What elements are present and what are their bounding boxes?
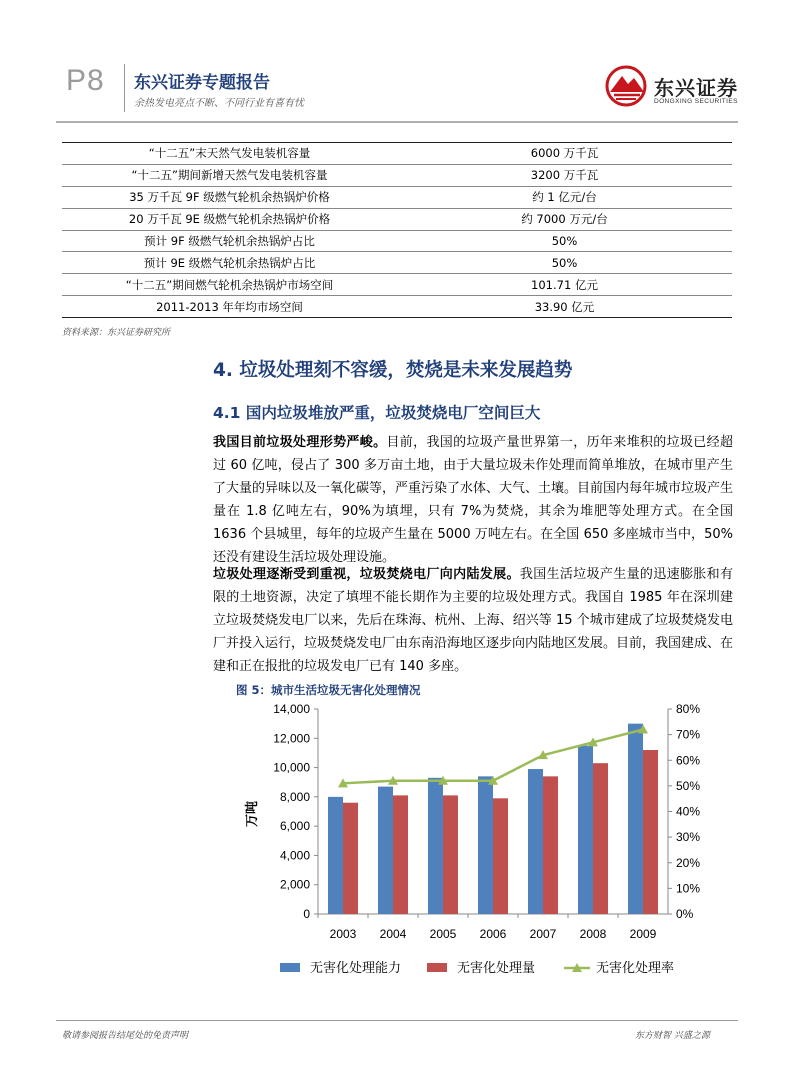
table-value-cell: 101.71 亿元	[397, 274, 732, 296]
company-logo	[604, 62, 740, 114]
x-tick-label: 2003	[329, 927, 357, 941]
header-divider	[124, 64, 125, 112]
y2-tick-label: 60%	[676, 753, 701, 768]
section-heading: 4. 垃圾处理刻不容缓，焚烧是未来发展趋势	[213, 360, 573, 381]
bar	[643, 750, 658, 914]
y2-tick-label: 40%	[676, 804, 701, 819]
legend-label: 无害化处理量	[457, 961, 536, 976]
paragraph-2	[213, 563, 733, 678]
paragraph-2-lead: 垃圾处理逐渐受到重视，垃圾焚烧电厂向内陆发展。	[213, 567, 520, 582]
y-tick-label: 0	[303, 907, 310, 921]
y-tick-label: 4,000	[279, 848, 310, 863]
report-subtitle: 余热发电亮点不断、不同行业有喜有忧	[134, 98, 304, 109]
table-row	[62, 296, 732, 318]
legend-label: 无害化处理率	[596, 961, 675, 976]
bar	[478, 776, 493, 914]
y2-tick-label: 20%	[676, 855, 701, 870]
table-source: 资料来源：东兴证券研究所	[62, 328, 171, 338]
table-value-cell: 6000 万千瓦	[397, 143, 732, 165]
table-item-cell: “十二五”期间燃气轮机余热锅炉市场空间	[62, 274, 397, 296]
x-tick-label: 2005	[429, 927, 457, 941]
paragraph-2-body: 我国生活垃圾产生量的迅速膨胀和有限的土地资源，决定了填埋不能长期作为主要的垃圾处理方式。我国自 1985 年在深圳建立垃圾焚烧发电厂以来，先后在珠海、杭州、上海、绍兴等 15 个城市建成了垃圾焚烧发电厂并投入运行，垃圾焚烧发电厂由东南沿海地区逐步向内陆地区发展。目前，我国建成、在建和正在报批的垃圾发电厂已有 140 多座。	[213, 567, 734, 675]
table-row	[62, 164, 732, 186]
table-value-cell: 33.90 亿元	[397, 296, 732, 318]
y-axis-label: 万吨	[245, 800, 260, 828]
table-row	[62, 143, 732, 165]
x-tick-label: 2009	[629, 927, 657, 941]
table-row	[62, 274, 732, 296]
bar	[593, 763, 608, 914]
y-tick-label: 12,000	[273, 731, 310, 746]
legend-swatch	[280, 963, 300, 972]
table-item-cell: “十二五”期间新增天然气发电装机容量	[62, 164, 397, 186]
y-tick-label: 6,000	[279, 819, 310, 834]
footer-disclaimer: 敬请参阅报告结尾处的免责声明	[62, 1031, 189, 1041]
table-row	[62, 230, 732, 252]
table-row	[62, 186, 732, 208]
y-tick-label: 14,000	[273, 702, 310, 716]
x-tick-label: 2006	[479, 927, 507, 941]
table-value-cell: 50%	[397, 252, 732, 274]
y2-tick-label: 70%	[676, 727, 701, 742]
bar	[493, 798, 508, 914]
bar	[428, 778, 443, 914]
table-item-cell: 预计 9F 级燃气轮机余热锅炉占比	[62, 230, 397, 252]
bar	[393, 795, 408, 914]
table-row	[62, 252, 732, 274]
table-value-cell: 3200 万千瓦	[397, 164, 732, 186]
y2-tick-label: 80%	[676, 702, 701, 716]
y2-tick-label: 10%	[676, 881, 701, 896]
y-tick-label: 10,000	[273, 760, 310, 775]
table-item-cell: “十二五”末天然气发电装机容量	[62, 143, 397, 165]
table-value-cell: 约 1 亿元/台	[397, 186, 732, 208]
y2-tick-label: 50%	[676, 778, 701, 793]
waste-treatment-chart	[236, 696, 716, 991]
bar	[443, 795, 458, 914]
table-item-cell: 预计 9E 级燃气轮机余热锅炉占比	[62, 252, 397, 274]
subsection-heading: 4.1 国内垃圾堆放严重，垃圾焚烧电厂空间巨大	[213, 404, 541, 422]
footer-slogan: 东方财智 兴盛之源	[635, 1031, 710, 1041]
table-item-cell: 35 万千瓦 9F 级燃气轮机余热锅炉价格	[62, 186, 397, 208]
x-tick-label: 2008	[579, 927, 607, 941]
header-rule	[56, 121, 738, 123]
y-tick-label: 8,000	[279, 789, 310, 804]
bar	[528, 769, 543, 914]
report-title: 东兴证券专题报告	[134, 73, 270, 93]
table-row	[62, 208, 732, 230]
table-item-cell: 20 万千瓦 9E 级燃气轮机余热锅炉价格	[62, 208, 397, 230]
page-header	[0, 0, 794, 120]
legend-label: 无害化处理能力	[310, 961, 402, 976]
x-tick-label: 2004	[379, 927, 407, 941]
y-tick-label: 2,000	[279, 877, 310, 892]
bar	[543, 776, 558, 914]
bar	[343, 803, 358, 914]
table-value-cell: 50%	[397, 230, 732, 252]
logo-cn-text: 东兴证券	[654, 76, 738, 100]
paragraph-1-body: 目前，我国的垃圾产量世界第一，历年来堆积的垃圾已经超过 60 亿吨，侵占了 300 多万亩土地，由于大量垃圾未作处理而简单堆放，在城市里产生了大量的异味以及一氧化碳等，严重污染了水体、大气、土壤。目前国内每年城市垃圾产生量在 1.8 亿吨左右，90%为填埋，只有 7%为焚烧，其余为堆肥等处理方式。在全国 1636 个县城里，每年的垃圾产生量在 5000 万吨左右。在全国 650 多座城市当中，50%还没有建设生活垃圾处理设施。	[213, 435, 734, 566]
y2-tick-label: 0%	[676, 907, 694, 921]
figure-title: 图 5：城市生活垃圾无害化处理情况	[236, 683, 421, 697]
logo-emblem-icon	[604, 62, 652, 110]
table-value-cell: 约 7000 万元/台	[397, 208, 732, 230]
x-tick-label: 2007	[529, 927, 557, 941]
paragraph-1	[213, 431, 733, 570]
table-item-cell: 2011-2013 年年均市场空间	[62, 296, 397, 318]
paragraph-1-lead: 我国目前垃圾处理形势严峻。	[213, 435, 387, 450]
bar	[328, 797, 343, 914]
market-space-table	[62, 142, 732, 318]
bar	[628, 724, 643, 914]
legend-swatch	[427, 963, 447, 972]
page-number: P8	[66, 64, 105, 97]
footer-rule	[56, 1020, 738, 1021]
logo-en-text: DONGXING SECURITIES	[654, 98, 738, 105]
bar	[578, 746, 593, 914]
y2-tick-label: 30%	[676, 830, 701, 845]
bar	[378, 787, 393, 914]
